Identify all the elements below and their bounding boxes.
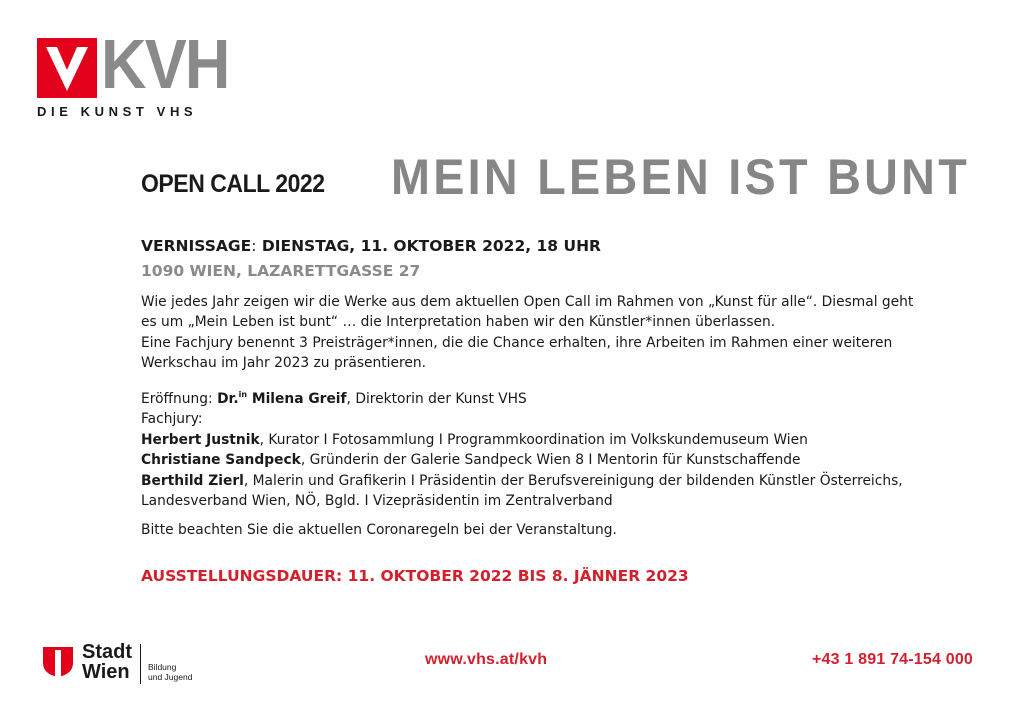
vernissage-separator: : (251, 237, 257, 255)
phone-number[interactable]: +43 1 891 74-154 000 (812, 651, 974, 668)
jury-member (141, 430, 941, 450)
jury-member-name: Christiane Sandpeck (141, 452, 301, 469)
jury-member (141, 471, 941, 491)
kvh-v-mark-icon (37, 38, 97, 98)
vernissage-line (141, 237, 601, 255)
department-label (148, 662, 192, 682)
kvh-tagline: DIE KUNST VHS (37, 104, 198, 119)
opening-title: Dr. (217, 391, 239, 407)
jury-member-name: Berthild Zierl (141, 472, 244, 489)
jury-member-role: , Kurator I Fotosammlung I Programmkoordination im Volkskundemuseum Wien (259, 431, 808, 448)
kvh-logo (37, 25, 229, 120)
stadt-wien-logo (40, 640, 210, 688)
opening-title-sup: in (238, 390, 248, 399)
stadt-text: Stadt (82, 641, 132, 663)
jury-member-role: , Malerin und Grafikerin I Präsidentin der Berufsvereinigung der bildenden Künstler Österreichs, (243, 472, 903, 489)
intro-line: es um „Mein Leben ist bunt“ … die Interpretation haben wir den Künstler*innen überlassen. (141, 314, 776, 331)
website-link[interactable]: www.vhs.at/kvh (425, 651, 548, 668)
intro-line: Wie jedes Jahr zeigen wir die Werke aus dem aktuellen Open Call im Rahmen von „Kunst für alle“. Diesmal geht (141, 294, 914, 310)
intro-line: Werkschau im Jahr 2023 zu präsentieren. (141, 355, 426, 372)
jury-member-role: , Gründerin der Galerie Sandpeck Wien 8 I Mentorin für Kunstschaffende (300, 452, 801, 469)
exhibition-duration: AUSSTELLUNGSDAUER: 11. OKTOBER 2022 BIS 8. JÄNNER 2023 (141, 567, 689, 585)
opening-line (141, 385, 941, 409)
intro-paragraph (141, 292, 941, 374)
vernissage-address: 1090 WIEN, LAZARETTGASSE 27 (141, 262, 421, 280)
jury-member-role-continued: Landesverband Wien, NÖ, Bgld. I Vizepräsidentin im Zentralverband (141, 493, 613, 510)
kvh-wordmark: KVH (101, 25, 229, 103)
jury-member (141, 450, 941, 470)
logo-divider (140, 644, 141, 684)
corona-note (141, 520, 941, 540)
opening-name: Milena Greif (247, 391, 347, 407)
corona-text: Bitte beachten Sie die aktuellen Coronaregeln bei der Veranstaltung. (141, 522, 617, 538)
jury-label: Fachjury: (141, 411, 203, 428)
department-line: Bildung (148, 662, 177, 672)
open-call-heading: OPEN CALL 2022 (141, 170, 325, 198)
department-line: und Jugend (148, 672, 193, 682)
vernissage-date: DIENSTAG, 11. OKTOBER 2022, 18 UHR (261, 237, 601, 255)
opening-role: , Direktorin der Kunst VHS (346, 391, 527, 407)
vienna-shield-icon (43, 647, 73, 677)
intro-line: Eine Fachjury benennt 3 Preisträger*innen, die die Chance erhalten, ihre Arbeiten im Rahmen einer weiteren (141, 334, 893, 351)
jury-member-name: Herbert Justnik (141, 431, 260, 448)
main-title: MEIN LEBEN IST BUNT (391, 149, 971, 205)
jury-section (141, 385, 941, 511)
wien-text: Wien (82, 661, 130, 683)
opening-label: Eröffnung: (141, 391, 218, 407)
stadt-wien-wordmark (82, 642, 132, 682)
vernissage-label: VERNISSAGE (141, 237, 252, 255)
